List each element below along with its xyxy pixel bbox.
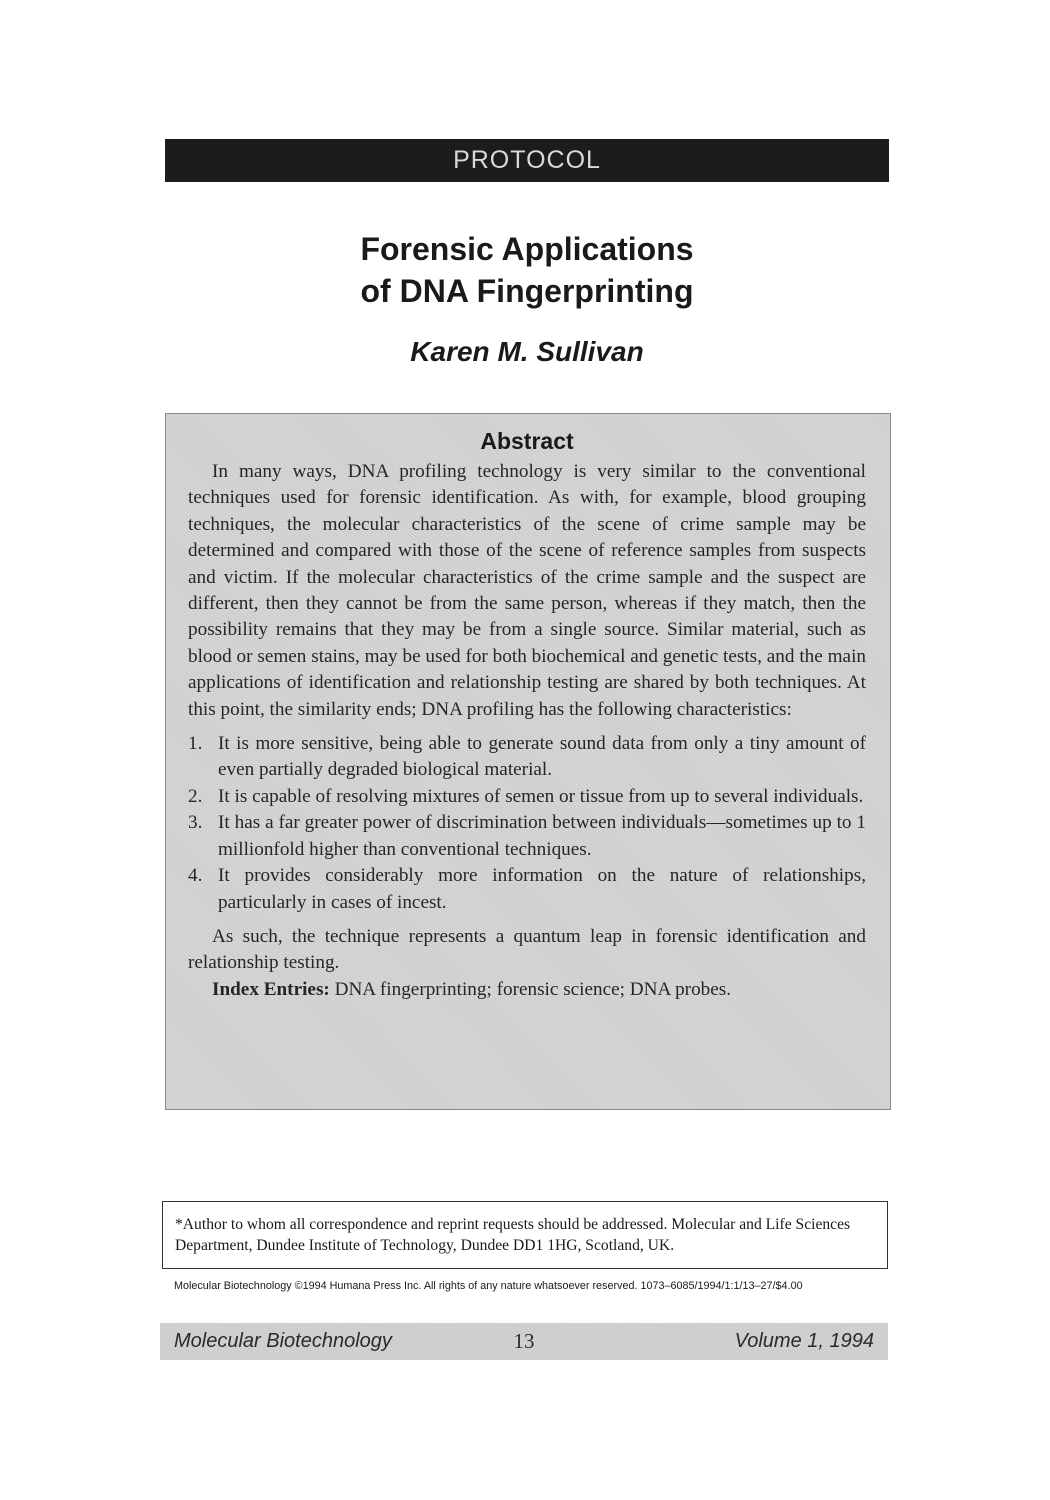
list-item-number: 2. xyxy=(188,785,203,807)
title-block xyxy=(165,228,889,370)
abstract-box xyxy=(165,413,891,1110)
list-item-number: 3. xyxy=(188,812,203,834)
list-item-text: It is more sensitive, being able to generate sound data from only a tiny amount of even partially degraded biological material. xyxy=(218,733,866,781)
article-title-line-2: of DNA Fingerprinting xyxy=(360,273,694,309)
list-item-number: 1. xyxy=(188,733,203,755)
copyright-text: Molecular Biotechnology ©1994 Humana Press Inc. All rights of any nature whatsoever reserved. 1073–6085/1994/1:1/13–27/$4.00 xyxy=(174,1280,803,1292)
article-title-line-1: Forensic Applications xyxy=(360,231,694,267)
index-entries-text: DNA fingerprinting; forensic science; DNA probes. xyxy=(329,978,732,1000)
abstract-characteristics-list xyxy=(188,731,866,916)
list-item xyxy=(188,731,866,784)
page-footer xyxy=(160,1323,888,1360)
author-footnote-text: *Author to whom all correspondence and reprint requests should be addressed. Molecular and Life Sciences Department, Dundee Institute of Technology, Dundee DD1 1HG, Scotland, UK. xyxy=(175,1216,851,1254)
list-item-text: It has a far greater power of discrimination between individuals—sometimes up to 1 millionfold higher than conventional techniques. xyxy=(218,812,866,860)
list-item xyxy=(188,863,866,916)
footer-journal-name: Molecular Biotechnology xyxy=(174,1330,392,1352)
section-banner xyxy=(165,139,889,182)
index-entries xyxy=(188,977,866,1003)
list-item-text: It provides considerably more information on the nature of relationships, particularly in cases of incest. xyxy=(218,865,866,913)
list-item xyxy=(188,784,866,810)
list-item-number: 4. xyxy=(188,865,203,887)
footer-volume: Volume 1, 1994 xyxy=(734,1330,874,1352)
section-label: PROTOCOL xyxy=(453,146,601,174)
abstract-intro: In many ways, DNA profiling technology is very similar to the conventional techniques used for forensic identification. As with, for example, blood grouping techniques, the molecular characteristics of the scene of crime sample may be determined and compared with those of the scene of reference samples from suspects and victim. If the molecular characteristics of the crime sample and the suspect are different, then they cannot be from the same person, whereas if they match, then the possibility remains that they may be from a single source. Similar material, such as blood or semen stains, may be used for both biochemical and genetic tests, and the main applications of identification and relationship testing are shared by both techniques. At this point, the similarity ends; DNA profiling has the following characteristics: xyxy=(188,461,866,720)
copyright-line xyxy=(174,1278,888,1294)
article-author: Karen M. Sullivan xyxy=(410,336,644,367)
list-item xyxy=(188,810,866,863)
author-footnote xyxy=(162,1201,888,1269)
abstract-conclusion: As such, the technique represents a quantum leap in forensic identification and relationship testing. xyxy=(188,925,866,974)
abstract-heading: Abstract xyxy=(480,428,574,454)
list-item-text: It is capable of resolving mixtures of semen or tissue from up to several individuals. xyxy=(218,785,864,807)
index-entries-label: Index Entries: xyxy=(212,978,330,1000)
footer-page-number: 13 xyxy=(513,1329,535,1353)
